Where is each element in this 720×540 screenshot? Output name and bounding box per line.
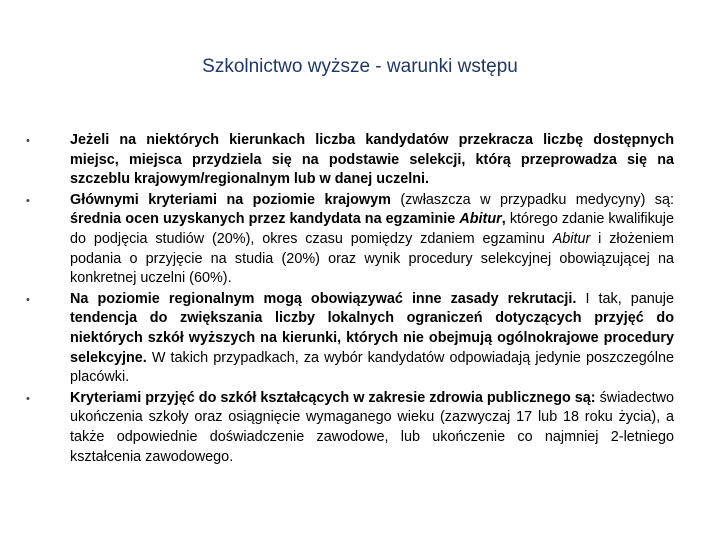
- bullet-item: [26, 191, 674, 289]
- bullet-item: [26, 389, 674, 467]
- text-run: którego zdanie kwalifikuje do podjęcia studiów (20%), okres czasu pomiędzy zdaniem egzaminu: [70, 211, 674, 247]
- text-run: tendencja do zwiększania liczby lokalnych ograniczeń dotyczących przyjęć do niektórych szkół wyższych na kierunki, których nie obejmują ogólnokrajowe procedury selekcyjne.: [70, 310, 674, 366]
- bullet-text: [70, 192, 674, 286]
- text-run: W takich przypadkach, za wybór kandydatów odpowiadają jedynie poszczególne placówki.: [70, 349, 674, 386]
- text-run: i złożeniem podania o przyjęcie na studia (20%) oraz wynik procedury selekcyjnej obowiązującej na konkretnej uczelni (60%).: [70, 230, 675, 287]
- bullet-dot-icon: •: [26, 293, 30, 306]
- bullet-text: [70, 390, 674, 465]
- text-run: ,: [501, 211, 506, 228]
- slide-title: Szkolnictwo wyższe - warunki wstępu: [202, 56, 518, 77]
- bullet-text: [70, 291, 674, 385]
- text-run: Kryteriami przyjęć do szkół kształcących w zakresie zdrowia publicznego są:: [70, 389, 596, 406]
- text-run: Na poziomie regionalnym mogą obowiązywać inne zasady rekrutacji.: [70, 290, 577, 307]
- bullet-item: [26, 290, 674, 388]
- text-run: Jeżeli na niektórych kierunkach liczba kandydatów przekracza liczbę dostępnych miejsc, miejsca przydziela się na podstawie selekcji, którą przeprowadza się na szczeblu krajowym/regionalnym lub w danej uczelni.: [70, 132, 674, 188]
- bullet-dot-icon: •: [26, 392, 30, 405]
- text-run: Głównymi kryteriami na poziomie krajowym: [70, 191, 391, 208]
- text-run: I tak, panuje: [576, 290, 674, 307]
- bullet-dot-icon: •: [26, 135, 30, 147]
- bullet-dot-icon: •: [26, 194, 30, 207]
- text-run: średnia ocen uzyskanych przez kandydata na egzaminie: [70, 211, 460, 228]
- text-run: Abitur: [552, 230, 591, 247]
- text-run: świadectwo ukończenia szkoły oraz osiągnięcie wymaganego wieku (zazwyczaj 17 lub 18 roku życia), a także odpowiednie doświadczenie zawodowe, lub ukończenie co najmniej 2-letniego kształcenia zawodowego.: [70, 389, 674, 465]
- text-run: Abitur: [459, 211, 502, 228]
- bullet-text: [70, 132, 674, 187]
- bullet-list: [26, 131, 674, 468]
- bullet-item: [26, 131, 674, 190]
- text-run: (zwłaszcza w przypadku medycyny) są:: [390, 191, 674, 208]
